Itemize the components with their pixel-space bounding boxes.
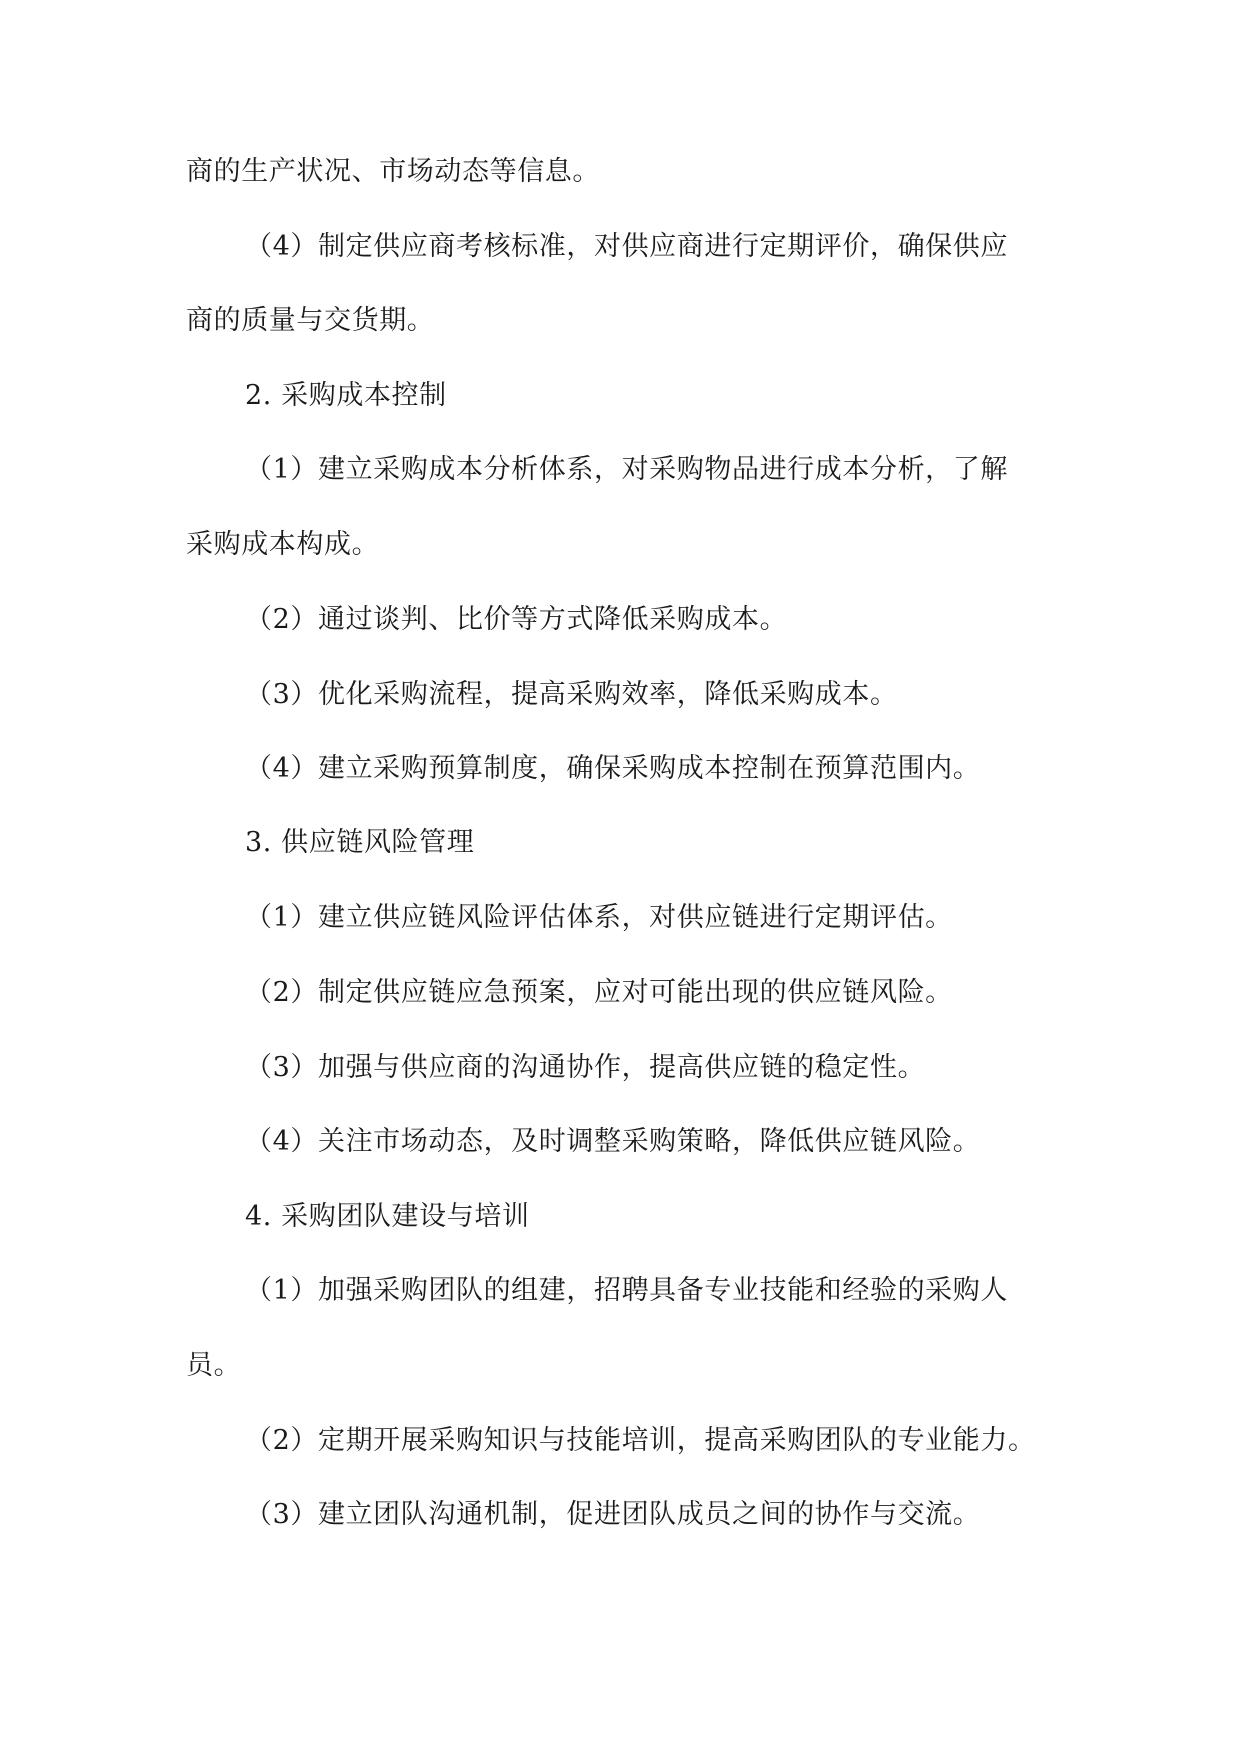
- paragraph-line: （3）加强与供应商的沟通协作，提高供应链的稳定性。: [245, 1052, 926, 1083]
- section-heading: 4. 采购团队建设与培训: [245, 1201, 530, 1232]
- paragraph-line: （4）制定供应商考核标准，对供应商进行定期评价，确保供应: [245, 231, 1008, 262]
- paragraph-line: （1）建立供应链风险评估体系，对供应链进行定期评估。: [245, 902, 953, 933]
- paragraph-line: （4）建立采购预算制度，确保采购成本控制在预算范围内。: [245, 753, 981, 784]
- paragraph-line: （3）优化采购流程，提高采购效率，降低采购成本。: [245, 679, 898, 710]
- paragraph-line: 员。: [186, 1350, 242, 1381]
- paragraph-line: 采购成本构成。: [186, 529, 380, 560]
- paragraph-line: 商的质量与交货期。: [186, 305, 435, 336]
- paragraph-line: （2）通过谈判、比价等方式降低采购成本。: [245, 604, 788, 635]
- paragraph-line: （4）关注市场动态，及时调整采购策略，降低供应链风险。: [245, 1126, 981, 1157]
- paragraph-line: （3）建立团队沟通机制，促进团队成员之间的协作与交流。: [245, 1499, 981, 1530]
- section-heading: 3. 供应链风险管理: [245, 827, 475, 858]
- paragraph-line: （1）建立采购成本分析体系，对采购物品进行成本分析，了解: [245, 454, 1008, 485]
- paragraph-line: （2）制定供应链应急预案，应对可能出现的供应链风险。: [245, 977, 953, 1008]
- paragraph-line: （2）定期开展采购知识与技能培训，提高采购团队的专业能力。: [245, 1425, 1036, 1456]
- section-heading: 2. 采购成本控制: [245, 380, 447, 411]
- paragraph-line: 商的生产状况、市场动态等信息。: [186, 156, 600, 187]
- paragraph-line: （1）加强采购团队的组建，招聘具备专业技能和经验的采购人: [245, 1275, 1008, 1306]
